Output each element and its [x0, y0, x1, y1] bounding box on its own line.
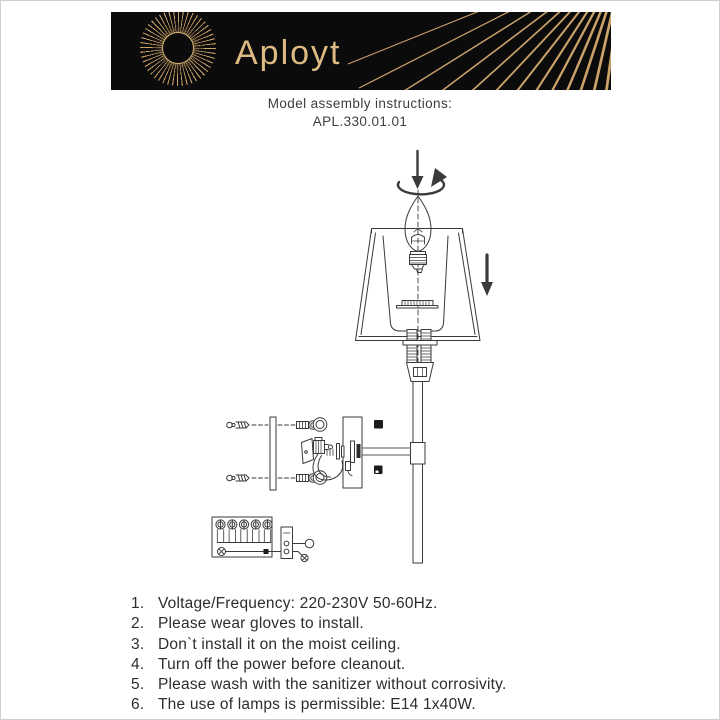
lamp-socket — [403, 330, 437, 382]
instruction-list — [131, 594, 691, 716]
lampshade — [356, 229, 481, 341]
item-text: The use of lamps is permissible: E14 1x40W. — [158, 696, 476, 714]
list-item — [131, 695, 691, 715]
item-number: 2. — [131, 615, 145, 633]
list-item — [131, 614, 691, 634]
item-text: Please wear gloves to install. — [158, 615, 364, 633]
set-screw-icon — [374, 420, 383, 474]
junction-box — [302, 438, 334, 464]
wall-screw-top — [227, 418, 327, 432]
item-number: 5. — [131, 676, 145, 694]
rotation-arrow-icon — [398, 151, 447, 194]
item-text: Voltage/Frequency: 220-230V 50-60Hz. — [158, 595, 438, 612]
item-number: 3. — [131, 635, 145, 653]
item-number: 4. — [131, 655, 145, 673]
wall-screw-bottom — [227, 471, 327, 485]
item-text: Please wash with the sanitizer without corrosivity. — [158, 676, 507, 694]
brand-wordmark: Aployt — [235, 34, 342, 72]
wall-pole — [411, 382, 426, 564]
item-text: Don`t install it on the moist ceiling. — [158, 635, 401, 653]
terminal-block — [212, 517, 314, 562]
wall-arm — [362, 448, 411, 455]
model-number: APL.330.01.01 — [312, 113, 408, 129]
down-arrow-icon — [481, 255, 493, 296]
item-number: 1. — [131, 595, 145, 612]
mounting-strip — [270, 417, 276, 490]
list-item — [131, 594, 691, 614]
list-item — [131, 635, 691, 655]
item-number: 6. — [131, 696, 145, 714]
item-text: Turn off the power before cleanout. — [158, 655, 406, 673]
list-item — [131, 675, 691, 695]
list-item — [131, 655, 691, 675]
shade-ring — [397, 301, 439, 309]
page-title: Model assembly instructions: — [267, 96, 453, 111]
